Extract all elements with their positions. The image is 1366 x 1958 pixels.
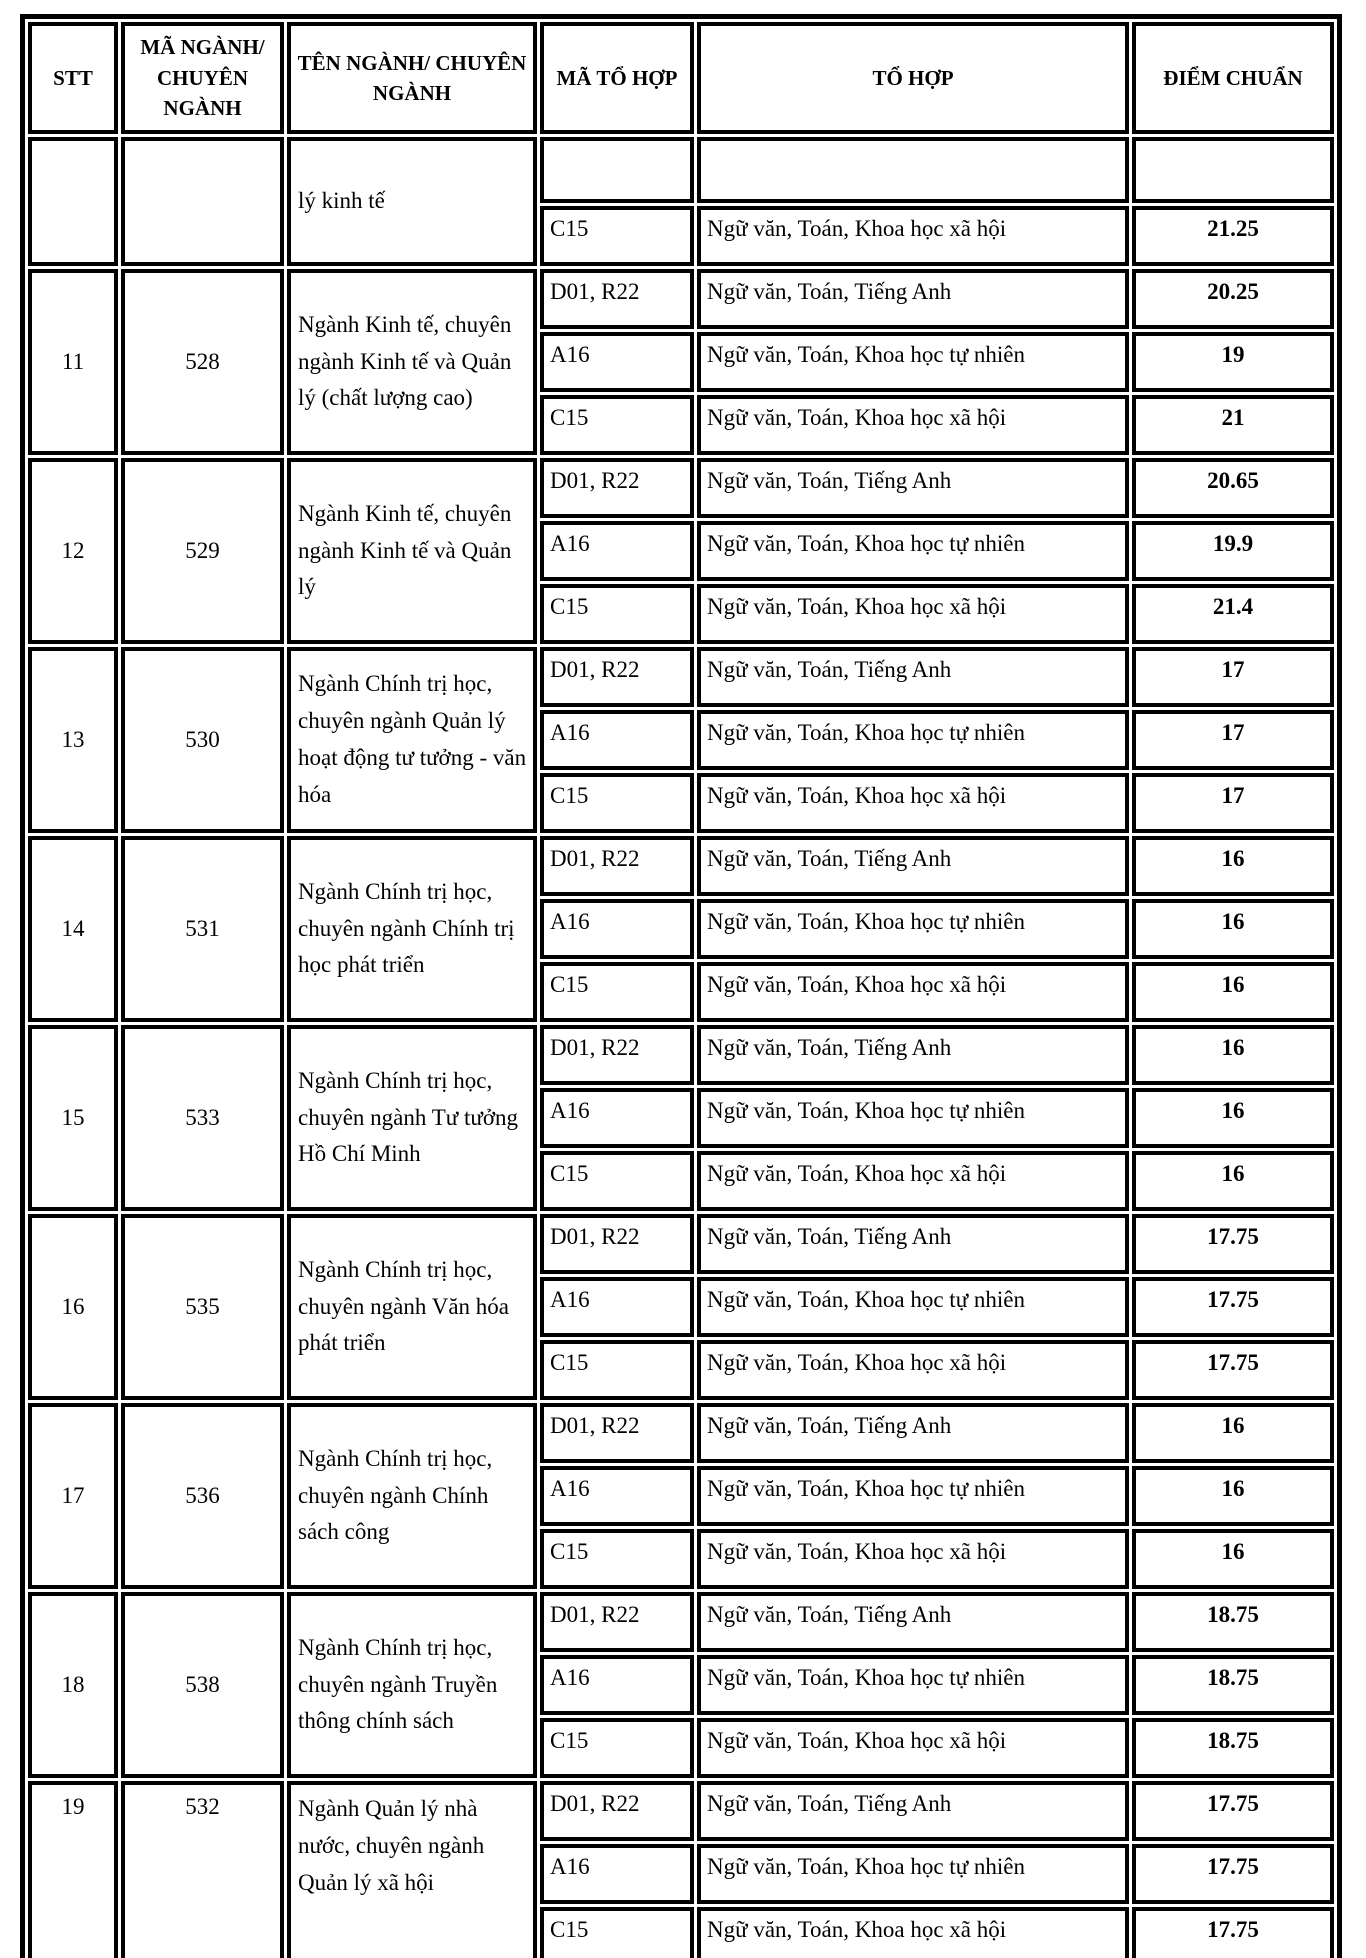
score-cell: 19 [1132, 332, 1334, 392]
combo-subjects-cell: Ngữ văn, Toán, Khoa học tự nhiên [697, 1655, 1129, 1715]
major-code-cell: 532 [121, 1781, 284, 1958]
score-cell: 21.4 [1132, 584, 1334, 644]
score-cell: 20.65 [1132, 458, 1334, 518]
combo-subjects-cell: Ngữ văn, Toán, Tiếng Anh [697, 836, 1129, 896]
score-cell: 18.75 [1132, 1592, 1334, 1652]
major-name-cell: Ngành Chính trị học, chuyên ngành Văn hóa phát triển [287, 1214, 537, 1400]
major-name-cell: Ngành Quản lý nhà nước, chuyên ngành Quản lý xã hội [287, 1781, 537, 1958]
combo-code-cell: C15 [540, 1151, 694, 1211]
score-cell: 16 [1132, 962, 1334, 1022]
combo-code-cell: A16 [540, 710, 694, 770]
combo-code-cell: A16 [540, 332, 694, 392]
combo-code-cell: C15 [540, 584, 694, 644]
score-cell: 17.75 [1132, 1277, 1334, 1337]
score-cell: 16 [1132, 1151, 1334, 1211]
stt-cell: 18 [28, 1592, 118, 1778]
combo-subjects-cell: Ngữ văn, Toán, Tiếng Anh [697, 647, 1129, 707]
major-code-cell [121, 137, 284, 266]
major-name-cell: Ngành Kinh tế, chuyên ngành Kinh tế và Quản lý [287, 458, 537, 644]
major-name-cell: Ngành Kinh tế, chuyên ngành Kinh tế và Quản lý (chất lượng cao) [287, 269, 537, 455]
combo-subjects-cell: Ngữ văn, Toán, Khoa học xã hội [697, 1529, 1129, 1589]
table-row [28, 647, 1334, 707]
score-cell: 16 [1132, 1088, 1334, 1148]
combo-code-cell: A16 [540, 1277, 694, 1337]
combo-code-cell: C15 [540, 1907, 694, 1958]
combo-subjects-cell: Ngữ văn, Toán, Tiếng Anh [697, 1214, 1129, 1274]
combo-subjects-cell: Ngữ văn, Toán, Tiếng Anh [697, 1592, 1129, 1652]
stt-cell: 19 [28, 1781, 118, 1958]
combo-subjects-cell: Ngữ văn, Toán, Khoa học xã hội [697, 1907, 1129, 1958]
stt-cell: 17 [28, 1403, 118, 1589]
score-cell: 17 [1132, 710, 1334, 770]
header-ma-to-hop: MÃ TỔ HỢP [540, 22, 694, 134]
major-name-cell: Ngành Chính trị học, chuyên ngành Tư tưởng Hồ Chí Minh [287, 1025, 537, 1211]
score-cell: 20.25 [1132, 269, 1334, 329]
score-cell: 21 [1132, 395, 1334, 455]
combo-code-cell: C15 [540, 1529, 694, 1589]
table-row [28, 1592, 1334, 1652]
score-cell: 18.75 [1132, 1655, 1334, 1715]
combo-code-cell: C15 [540, 773, 694, 833]
combo-code-cell: A16 [540, 1088, 694, 1148]
combo-subjects-cell: Ngữ văn, Toán, Khoa học tự nhiên [697, 521, 1129, 581]
combo-subjects-cell: Ngữ văn, Toán, Khoa học xã hội [697, 395, 1129, 455]
table-row [28, 1403, 1334, 1463]
combo-code-cell: A16 [540, 899, 694, 959]
major-code-cell: 528 [121, 269, 284, 455]
stt-cell [28, 137, 118, 266]
combo-subjects-cell: Ngữ văn, Toán, Khoa học tự nhiên [697, 899, 1129, 959]
combo-subjects-cell: Ngữ văn, Toán, Tiếng Anh [697, 1781, 1129, 1841]
table-row [28, 269, 1334, 329]
combo-code-cell: C15 [540, 962, 694, 1022]
stt-cell: 12 [28, 458, 118, 644]
header-diem-chuan: ĐIỂM CHUẨN [1132, 22, 1334, 134]
combo-subjects-cell: Ngữ văn, Toán, Khoa học xã hội [697, 1718, 1129, 1778]
combo-subjects-cell: Ngữ văn, Toán, Tiếng Anh [697, 1403, 1129, 1463]
score-cell: 16 [1132, 1403, 1334, 1463]
major-code-cell: 535 [121, 1214, 284, 1400]
major-code-cell: 538 [121, 1592, 284, 1778]
combo-subjects-cell: Ngữ văn, Toán, Khoa học tự nhiên [697, 1466, 1129, 1526]
score-cell: 16 [1132, 899, 1334, 959]
combo-code-cell: C15 [540, 206, 694, 266]
admission-table [20, 14, 1342, 1958]
major-code-cell: 536 [121, 1403, 284, 1589]
combo-code-cell: A16 [540, 1466, 694, 1526]
combo-code-cell: D01, R22 [540, 1592, 694, 1652]
major-code-cell: 529 [121, 458, 284, 644]
combo-code-cell: D01, R22 [540, 1781, 694, 1841]
stt-cell: 14 [28, 836, 118, 1022]
combo-subjects-cell: Ngữ văn, Toán, Khoa học xã hội [697, 206, 1129, 266]
table-row [28, 1781, 1334, 1841]
combo-code-cell: D01, R22 [540, 1403, 694, 1463]
combo-subjects-cell: Ngữ văn, Toán, Khoa học xã hội [697, 584, 1129, 644]
header-to-hop: TỔ HỢP [697, 22, 1129, 134]
table-row [28, 836, 1334, 896]
score-cell: 21.25 [1132, 206, 1334, 266]
header-ten-nganh: TÊN NGÀNH/ CHUYÊN NGÀNH [287, 22, 537, 134]
header-stt: STT [28, 22, 118, 134]
combo-subjects-cell: Ngữ văn, Toán, Khoa học tự nhiên [697, 1277, 1129, 1337]
major-code-cell: 530 [121, 647, 284, 833]
major-name-cell: Ngành Chính trị học, chuyên ngành Quản lý hoạt động tư tưởng - văn hóa [287, 647, 537, 833]
combo-code-cell: D01, R22 [540, 836, 694, 896]
stt-cell: 11 [28, 269, 118, 455]
score-cell: 19.9 [1132, 521, 1334, 581]
major-code-cell: 533 [121, 1025, 284, 1211]
combo-subjects-cell: Ngữ văn, Toán, Khoa học tự nhiên [697, 710, 1129, 770]
combo-code-cell: A16 [540, 521, 694, 581]
table-row [28, 1025, 1334, 1085]
combo-subjects-cell: Ngữ văn, Toán, Khoa học xã hội [697, 1340, 1129, 1400]
combo-code-cell: D01, R22 [540, 1214, 694, 1274]
combo-code-cell: D01, R22 [540, 1025, 694, 1085]
combo-code-cell [540, 137, 694, 203]
score-cell [1132, 137, 1334, 203]
header-ma-nganh: MÃ NGÀNH/ CHUYÊN NGÀNH [121, 22, 284, 134]
score-cell: 17.75 [1132, 1214, 1334, 1274]
combo-code-cell: C15 [540, 1340, 694, 1400]
score-cell: 17.75 [1132, 1844, 1334, 1904]
score-cell: 17 [1132, 773, 1334, 833]
score-cell: 17 [1132, 647, 1334, 707]
combo-subjects-cell: Ngữ văn, Toán, Khoa học tự nhiên [697, 1088, 1129, 1148]
table-row [28, 137, 1334, 203]
table-header [28, 22, 1334, 134]
combo-code-cell: D01, R22 [540, 458, 694, 518]
major-name-cell: lý kinh tế [287, 137, 537, 266]
score-cell: 17.75 [1132, 1340, 1334, 1400]
combo-subjects-cell: Ngữ văn, Toán, Tiếng Anh [697, 1025, 1129, 1085]
combo-code-cell: C15 [540, 1718, 694, 1778]
table-body [28, 137, 1334, 1958]
header-row [28, 22, 1334, 134]
score-cell: 16 [1132, 1529, 1334, 1589]
score-cell: 16 [1132, 836, 1334, 896]
table-row [28, 1214, 1334, 1274]
stt-cell: 16 [28, 1214, 118, 1400]
score-cell: 17.75 [1132, 1781, 1334, 1841]
combo-subjects-cell: Ngữ văn, Toán, Khoa học xã hội [697, 962, 1129, 1022]
combo-subjects-cell: Ngữ văn, Toán, Tiếng Anh [697, 269, 1129, 329]
combo-subjects-cell: Ngữ văn, Toán, Khoa học tự nhiên [697, 1844, 1129, 1904]
combo-subjects-cell [697, 137, 1129, 203]
combo-subjects-cell: Ngữ văn, Toán, Tiếng Anh [697, 458, 1129, 518]
major-name-cell: Ngành Chính trị học, chuyên ngành Truyền thông chính sách [287, 1592, 537, 1778]
table-row [28, 458, 1334, 518]
combo-code-cell: A16 [540, 1655, 694, 1715]
combo-code-cell: D01, R22 [540, 269, 694, 329]
major-name-cell: Ngành Chính trị học, chuyên ngành Chính sách công [287, 1403, 537, 1589]
major-code-cell: 531 [121, 836, 284, 1022]
combo-code-cell: A16 [540, 1844, 694, 1904]
combo-subjects-cell: Ngữ văn, Toán, Khoa học xã hội [697, 773, 1129, 833]
score-cell: 16 [1132, 1025, 1334, 1085]
score-cell: 18.75 [1132, 1718, 1334, 1778]
major-name-cell: Ngành Chính trị học, chuyên ngành Chính trị học phát triển [287, 836, 537, 1022]
combo-subjects-cell: Ngữ văn, Toán, Khoa học tự nhiên [697, 332, 1129, 392]
stt-cell: 15 [28, 1025, 118, 1211]
stt-cell: 13 [28, 647, 118, 833]
combo-code-cell: D01, R22 [540, 647, 694, 707]
score-cell: 16 [1132, 1466, 1334, 1526]
score-cell: 17.75 [1132, 1907, 1334, 1958]
combo-subjects-cell: Ngữ văn, Toán, Khoa học xã hội [697, 1151, 1129, 1211]
combo-code-cell: C15 [540, 395, 694, 455]
